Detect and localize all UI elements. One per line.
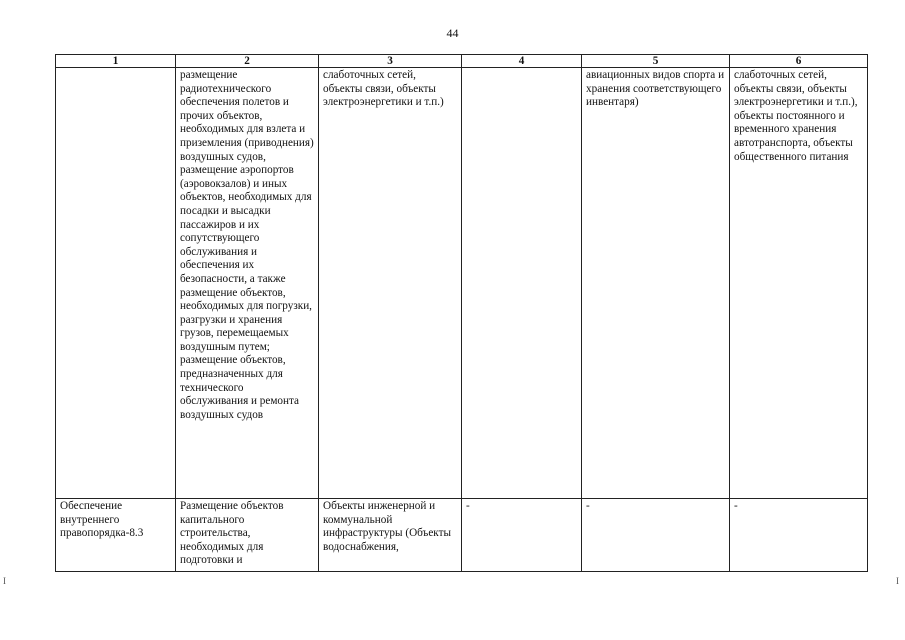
column-header: 5 bbox=[582, 55, 730, 68]
page-number: 44 bbox=[446, 26, 459, 40]
table-cell bbox=[462, 68, 582, 499]
column-header: 3 bbox=[319, 55, 462, 68]
column-header: 2 bbox=[176, 55, 319, 68]
table-cell: слаботочных сетей, объекты связи, объекты электроэнергетики и т.п.) bbox=[319, 68, 462, 499]
table-cell: - bbox=[462, 499, 582, 572]
column-header: 4 bbox=[462, 55, 582, 68]
table-cell: - bbox=[730, 499, 868, 572]
table-row bbox=[56, 499, 868, 572]
table-cell: - bbox=[582, 499, 730, 572]
left-margin-mark: I bbox=[3, 576, 6, 586]
table-cell: Обеспечение внутреннего правопорядка-8.3 bbox=[56, 499, 176, 572]
header-row bbox=[56, 55, 868, 68]
table-cell: Объекты инженерной и коммунальной инфраструктуры (Объекты водоснабжения, bbox=[319, 499, 462, 572]
column-header: 6 bbox=[730, 55, 868, 68]
table-row bbox=[56, 68, 868, 499]
table-cell bbox=[56, 68, 176, 499]
right-margin-mark: I bbox=[896, 576, 899, 586]
table-cell: размещение радиотехнического обеспечения полетов и прочих объектов, необходимых для взлета и приземления (приводнения) воздушных судов, размещение аэропортов (аэровокзалов) и иных объектов, необходимых для посадки и высадки пассажиров и их сопутствующего обслуживания и обеспечения их безопасности, а также размещение объектов, необходимых для погрузки, разгрузки и хранения грузов, перемещаемых воздушным путем; размещение объектов, предназначенных для технического обслуживания и ремонта воздушных судов bbox=[176, 68, 319, 499]
column-header: 1 bbox=[56, 55, 176, 68]
table-cell: авиационных видов спорта и хранения соответствующего инвентаря) bbox=[582, 68, 730, 499]
zoning-table bbox=[55, 54, 868, 572]
table-cell: Размещение объектов капитального строительства, необходимых для подготовки и bbox=[176, 499, 319, 572]
table-cell: слаботочных сетей, объекты связи, объекты электроэнергетики и т.п.), объекты постоянного и временного хранения автотранспорта, объекты общественного питания bbox=[730, 68, 868, 499]
